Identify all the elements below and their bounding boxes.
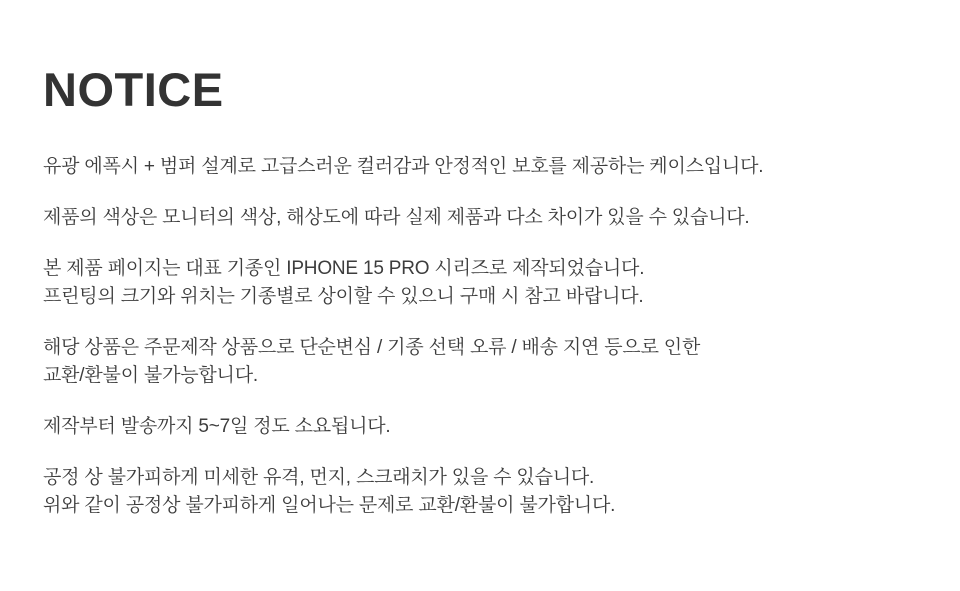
notice-paragraph-case-description bbox=[43, 153, 920, 181]
page-title: NOTICE bbox=[43, 63, 224, 116]
notice-paragraph-shipping-time bbox=[43, 413, 920, 441]
notice-line: 프린팅의 크기와 위치는 기종별로 상이할 수 있으니 구매 시 참고 바랍니다. bbox=[43, 286, 644, 307]
notice-line: 제작부터 발송까지 5~7일 정도 소요됩니다. bbox=[43, 416, 391, 437]
notice-line: 교환/환불이 불가능합니다. bbox=[43, 365, 258, 386]
notice-line: 해당 상품은 주문제작 상품으로 단순변심 / 기종 선택 오류 / 배송 지연 등으로 인한 bbox=[43, 337, 701, 358]
notice-line: 본 제품 페이지는 대표 기종인 IPHONE 15 PRO 시리즈로 제작되었습니다. bbox=[43, 258, 645, 279]
notice-paragraph-no-refund-custom bbox=[43, 334, 920, 390]
notice-line: 위와 같이 공정상 불가피하게 일어나는 문제로 교환/환불이 불가합니다. bbox=[43, 495, 616, 516]
notice-body bbox=[43, 153, 920, 520]
notice-paragraph-process-defects bbox=[43, 464, 920, 520]
notice-line: 제품의 색상은 모니터의 색상, 해상도에 따라 실제 제품과 다소 차이가 있을 수 있습니다. bbox=[43, 207, 750, 228]
notice-line: 유광 에폭시 + 범퍼 설계로 고급스러운 컬러감과 안정적인 보호를 제공하는 케이스입니다. bbox=[43, 156, 764, 177]
notice-paragraph-model-reference bbox=[43, 255, 920, 311]
notice-line: 공정 상 불가피하게 미세한 유격, 먼지, 스크래치가 있을 수 있습니다. bbox=[43, 467, 595, 488]
notice-paragraph-color-difference bbox=[43, 204, 920, 232]
